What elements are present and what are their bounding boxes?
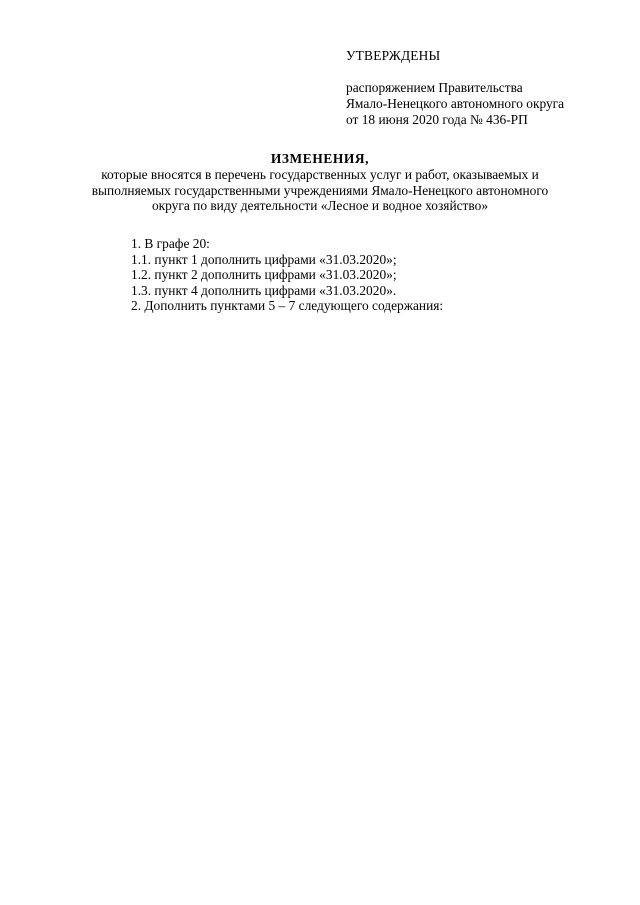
document-subtitle-line-3: округа по виду деятельности «Лесное и водное хозяйство» — [151, 198, 489, 214]
body-item-1-2: 1.2. пункт 2 дополнить цифрами «31.03.2020»; — [131, 267, 397, 283]
body-item-2: 2. Дополнить пунктами 5 – 7 следующего содержания: — [131, 298, 444, 314]
approval-stamp — [346, 48, 564, 128]
document-body — [131, 236, 443, 314]
approval-line-decree: распоряжением Правительства — [346, 80, 523, 95]
document-title: ИЗМЕНЕНИЯ, — [270, 151, 370, 166]
approval-line-date: от 18 июня 2020 года № 436-РП — [346, 112, 528, 127]
approval-line-region: Ямало-Ненецкого автономного округа — [346, 96, 565, 111]
document-subtitle-line-2: выполняемых государственными учреждениями Ямало-Ненецкого автономного — [91, 182, 549, 198]
body-item-1: 1. В графе 20: — [131, 236, 210, 251]
document-title-block — [60, 151, 580, 214]
body-item-1-3: 1.3. пункт 4 дополнить цифрами «31.03.2020». — [131, 282, 397, 298]
body-item-1-1: 1.1. пункт 1 дополнить цифрами «31.03.2020»; — [131, 251, 397, 267]
document-subtitle-line-1: которые вносятся в перечень государственных услуг и работ, оказываемых и — [101, 167, 539, 182]
approval-heading: УТВЕРЖДЕНЫ — [346, 48, 441, 63]
